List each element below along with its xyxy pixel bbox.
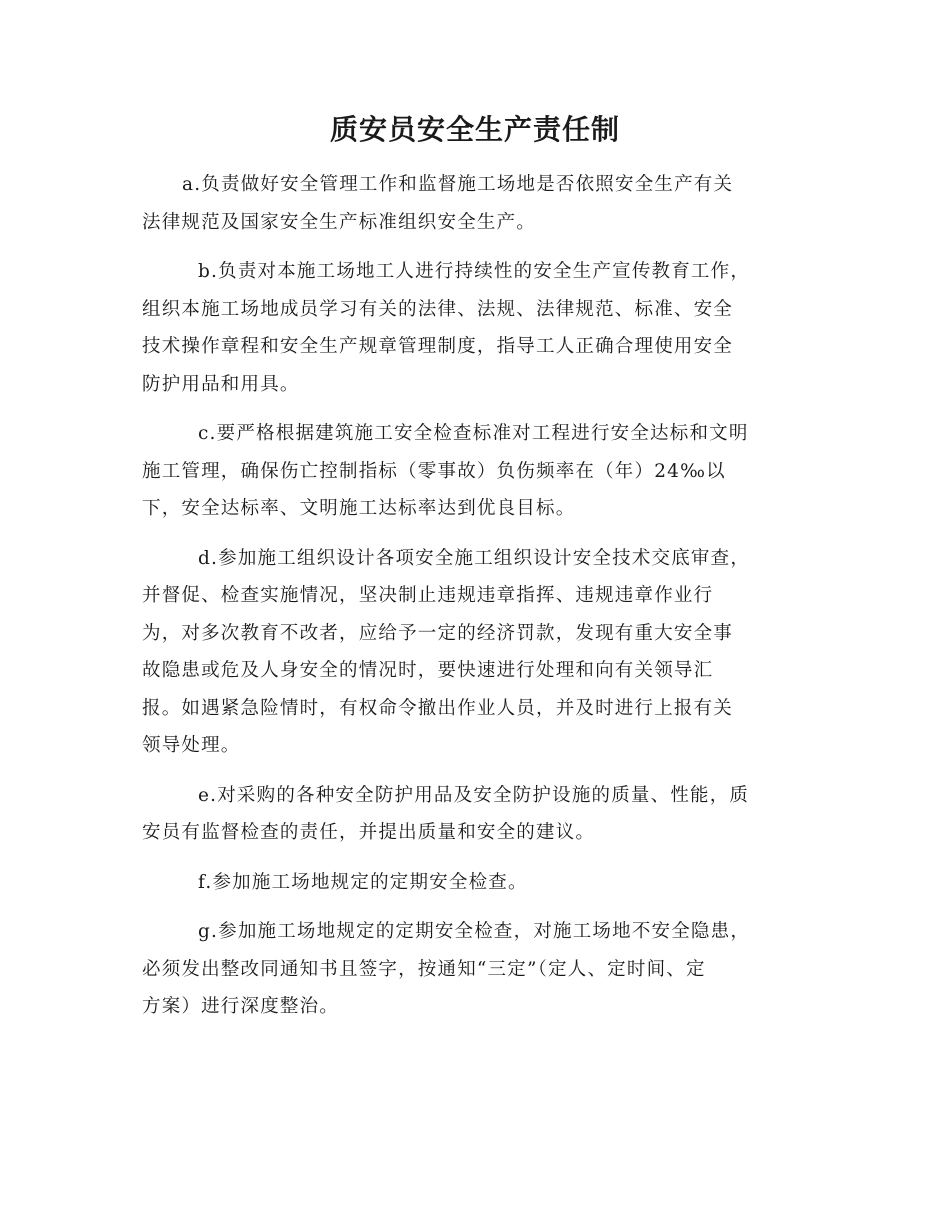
paragraph-d <box>142 540 806 765</box>
paragraph-line: 安员有监督检查的责任，并提出质量和安全的建议。 <box>142 822 596 843</box>
paragraph-a <box>142 166 806 241</box>
paragraph-g <box>142 913 806 1026</box>
paragraph-line: 防护用品和用具。 <box>142 373 300 395</box>
paragraph-line: 方案）进行深度整治。 <box>142 996 340 1017</box>
paragraph-line: 报。如遇紧急险情时，有权命令撤出作业人员，并及时进行上报有关 <box>142 697 734 719</box>
document-title: 质安员安全生产责任制 <box>329 113 620 146</box>
paragraph-line: e.对采购的各种安全防护用品及安全防护设施的质量、性能，质 <box>198 784 750 806</box>
paragraph-line: a.负责做好安全管理工作和监督施工场地是否依照安全生产有关 <box>182 174 734 195</box>
paragraph-line: 为，对多次教育不改者，应给予一定的经济罚款，发现有重大安全事 <box>142 622 734 644</box>
paragraph-b <box>142 253 806 403</box>
document-body <box>142 166 806 1038</box>
paragraph-line: f.参加施工场地规定的定期安全检查。 <box>198 871 528 893</box>
paragraph-line: 必须发出整改同通知书且签字，按通知“三定”（定人、定时间、定 <box>142 958 706 980</box>
paragraph-c <box>142 415 806 528</box>
paragraph-line: g.参加施工场地规定的定期安全检查，对施工场地不安全隐患， <box>198 921 751 942</box>
paragraph-line: 下，安全达标率、文明施工达标率达到优良目标。 <box>142 498 576 519</box>
paragraph-line: 并督促、检查实施情况，坚决制止违规违章指挥、违规违章作业行 <box>142 585 714 606</box>
paragraph-line: 技术操作章程和安全生产规章管理制度，指导工人正确合理使用安全 <box>142 336 734 357</box>
paragraph-line: 领导处理。 <box>142 735 241 756</box>
paragraph-line: 故隐患或危及人身安全的情况时，要快速进行处理和向有关领导汇 <box>142 660 714 681</box>
paragraph-line: 组织本施工场地成员学习有关的法律、法规、法律规范、标准、安全 <box>142 298 734 320</box>
paragraph-line: c.要严格根据建筑施工安全检查标准对工程进行安全达标和文明 <box>198 423 749 444</box>
paragraph-line: d.参加施工组织设计各项安全施工组织设计安全技术交底审查， <box>198 547 751 569</box>
paragraph-line: b.负责对本施工场地工人进行持续性的安全生产宣传教育工作， <box>198 261 751 282</box>
paragraph-f <box>142 864 806 902</box>
paragraph-e <box>142 777 806 852</box>
paragraph-line: 法律规范及国家安全生产标准组织安全生产。 <box>142 211 537 233</box>
paragraph-line: 施工管理，确保伤亡控制指标（零事故）负伤频率在（年）24‰以 <box>142 460 726 482</box>
